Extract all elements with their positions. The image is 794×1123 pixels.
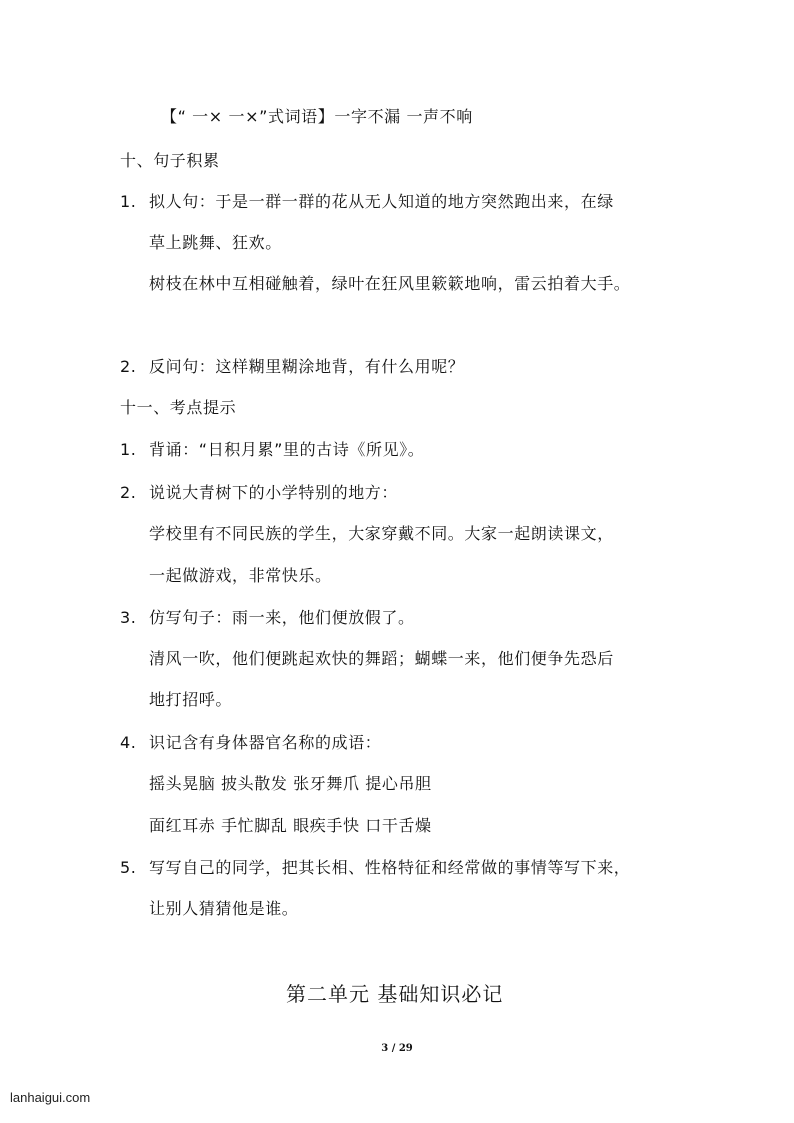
watermark: lanhaigui.com	[10, 1090, 91, 1105]
tip-text: 说说大青树下的小学特别的地方：	[149, 483, 399, 502]
section-heading-11: 十一、考点提示	[120, 398, 237, 417]
tip-text: 识记含有身体器官名称的成语：	[149, 733, 382, 752]
tip-text: 让别人猜猜他是谁。	[149, 899, 299, 918]
tip-text: 背诵：“日积月累”里的古诗《所见》。	[149, 440, 425, 459]
tip-text: 学校里有不同民族的学生，大家穿戴不同。大家一起朗读课文，	[149, 524, 614, 543]
item-number: 5.	[120, 858, 137, 877]
item-number: 1.	[120, 440, 137, 459]
sentence-item-2	[120, 357, 464, 377]
item-number: 3.	[120, 608, 137, 627]
tip-item-2	[120, 483, 398, 503]
tip-text: 仿写句子：雨一来，他们便放假了。	[149, 608, 415, 627]
page-number: 3 / 29	[381, 1043, 413, 1054]
idiom-row: 摇头晃脑 披头散发 张牙舞爪 提心吊胆	[149, 774, 432, 793]
sentence-item-1	[120, 192, 614, 212]
section-heading-10: 十、句子积累	[120, 151, 220, 170]
tip-item-1	[120, 440, 424, 460]
idiom-row: 面红耳赤 手忙脚乱 眼疾手快 口干舌燥	[149, 816, 432, 835]
item-number: 1.	[120, 192, 137, 211]
header-line: 【“ 一× 一×”式词语】一字不漏 一声不响	[161, 107, 473, 126]
tip-text: 一起做游戏，非常快乐。	[149, 566, 332, 585]
sentence-text: 拟人句：于是一群一群的花从无人知道的地方突然跑出来，在绿	[149, 192, 614, 211]
tip-item-4	[120, 733, 381, 753]
tip-item-5	[120, 858, 630, 878]
item-number: 4.	[120, 733, 137, 752]
sentence-text: 树枝在林中互相碰触着，绿叶在狂风里簌簌地响，雷云拍着大手。	[149, 274, 631, 293]
item-number: 2.	[120, 357, 137, 376]
tip-item-3	[120, 608, 415, 628]
tip-text: 清风一吹，他们便跳起欢快的舞蹈；蝴蝶一来，他们便争先恐后	[149, 649, 614, 668]
unit-title: 第二单元 基础知识必记	[286, 982, 504, 1006]
tip-text: 地打招呼。	[149, 690, 233, 709]
sentence-text: 反问句：这样糊里糊涂地背，有什么用呢？	[149, 357, 465, 376]
item-number: 2.	[120, 483, 137, 502]
tip-text: 写写自己的同学，把其长相、性格特征和经常做的事情等写下来，	[149, 858, 631, 877]
sentence-text: 草上跳舞、狂欢。	[149, 233, 282, 252]
